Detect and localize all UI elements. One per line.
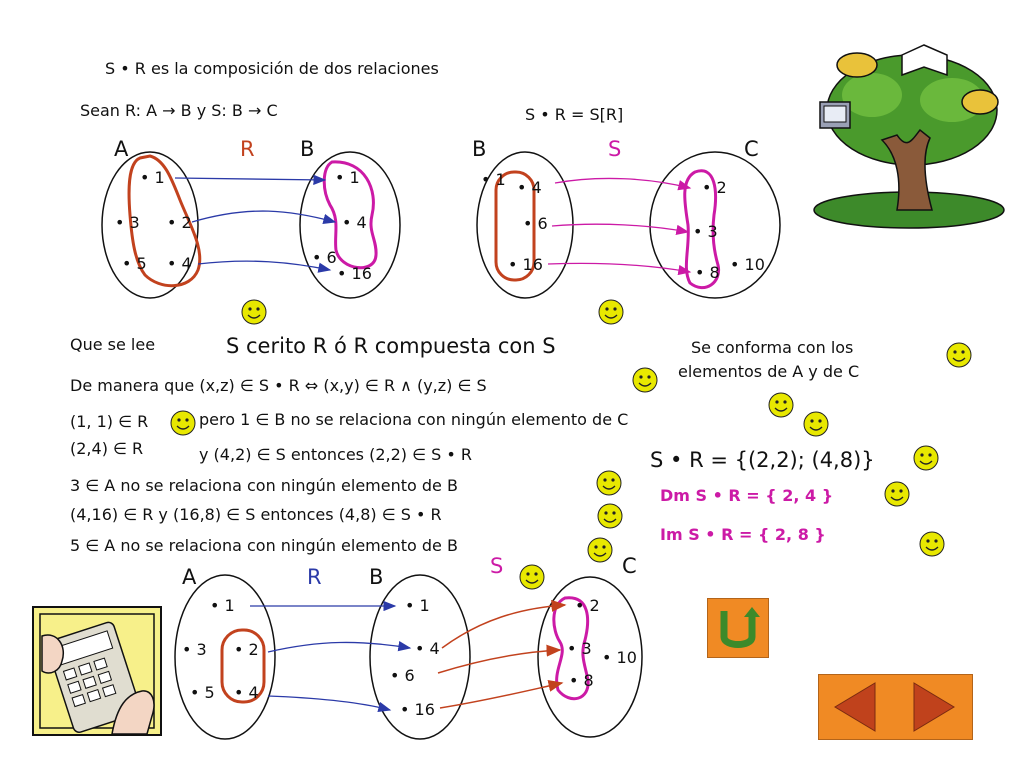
set-b2-label: B xyxy=(472,137,487,161)
calculator-clipart xyxy=(32,606,162,736)
element-a3-2: • 2 xyxy=(234,640,259,659)
element-b-1: • 1 xyxy=(335,168,360,187)
arrow-4-2 xyxy=(555,178,690,188)
set-a3-label: A xyxy=(182,565,197,589)
relations-definition: Sean R: A → B y S: B → C xyxy=(80,101,278,120)
arrow-b-2-4 xyxy=(268,642,410,652)
element-a-5: • 5 xyxy=(122,254,147,273)
element-b3-4: • 4 xyxy=(415,639,440,658)
arrow-16-8 xyxy=(548,263,690,272)
line-2-explanation: y (4,2) ∈ S entonces (2,2) ∈ S • R xyxy=(199,445,473,464)
element-a3-4: • 4 xyxy=(234,683,259,702)
line-5: 5 ∈ A no se relaciona con ningún elemento de B xyxy=(70,536,458,555)
domain-result: Dm S • R = { 2, 4 } xyxy=(660,486,834,505)
element-b3-16: • 16 xyxy=(400,700,435,719)
line-1-pair: (1, 1) ∈ R xyxy=(70,412,149,431)
relation-r-label: R xyxy=(240,137,255,161)
relation-r3-label: R xyxy=(307,565,322,589)
element-c3-8: • 8 xyxy=(569,671,594,690)
element-c-3: • 3 xyxy=(693,222,718,241)
arrow-b-6-3 xyxy=(438,650,560,673)
line-3: 3 ∈ A no se relaciona con ningún elemento de B xyxy=(70,476,458,495)
conformed-line-1: Se conforma con los xyxy=(691,338,854,357)
composition-definition: De manera que (x,z) ∈ S • R ⇔ (x,y) ∈ R ∧ (y,z) ∈ S xyxy=(70,376,487,395)
element-b2-1: • 1 xyxy=(481,170,506,189)
element-b2-6: • 6 xyxy=(523,214,548,233)
element-c3-3: • 3 xyxy=(567,639,592,658)
element-b3-6: • 6 xyxy=(390,666,415,685)
element-b2-16: • 16 xyxy=(508,255,543,274)
element-a-1: • 1 xyxy=(140,168,165,187)
element-b-4: • 4 xyxy=(342,213,367,232)
element-b3-1: • 1 xyxy=(405,596,430,615)
set-a-label: A xyxy=(114,137,129,161)
element-c3-2: • 2 xyxy=(575,596,600,615)
composition-title: S • R es la composición de dos relaciones xyxy=(105,59,439,78)
element-b-16: • 16 xyxy=(337,264,372,283)
next-icon xyxy=(896,675,972,739)
element-b-6: • 6 xyxy=(312,248,337,267)
set-c3-label: C xyxy=(622,554,637,578)
line-2-pair: (2,4) ∈ R xyxy=(70,439,144,458)
element-a-2: • 2 xyxy=(167,213,192,232)
next-button[interactable] xyxy=(896,675,972,739)
set-b-label: B xyxy=(300,137,315,161)
element-a-4: • 4 xyxy=(167,254,192,273)
navigation-bar xyxy=(818,674,973,740)
conformed-line-2: elementos de A y de C xyxy=(678,362,860,381)
element-c-2: • 2 xyxy=(702,178,727,197)
return-icon xyxy=(708,599,768,657)
image-result: Im S • R = { 2, 8 } xyxy=(660,525,826,544)
composition-result: S • R = {(2,2); (4,8)} xyxy=(650,448,875,472)
element-c-10: • 10 xyxy=(730,255,765,274)
line-4: (4,16) ∈ R y (16,8) ∈ S entonces (4,8) ∈ S • R xyxy=(70,505,442,524)
arrow-b-4-16 xyxy=(268,696,390,710)
relation-s-label: S xyxy=(608,137,622,161)
que-se-lee: Que se lee xyxy=(70,335,156,354)
element-a3-1: • 1 xyxy=(210,596,235,615)
arrow-1-1 xyxy=(175,178,325,180)
composition-notation: S • R = S[R] xyxy=(525,105,624,124)
prev-icon xyxy=(819,675,895,739)
element-b2-4: • 4 xyxy=(517,178,542,197)
previous-button[interactable] xyxy=(819,675,895,739)
element-a-3: • 3 xyxy=(115,213,140,232)
element-c-8: • 8 xyxy=(695,263,720,282)
return-button[interactable] xyxy=(707,598,769,658)
line-1-explanation: pero 1 ∈ B no se relaciona con ningún elemento de C xyxy=(199,410,629,429)
set-b3-label: B xyxy=(369,565,384,589)
relation-s3-label: S xyxy=(490,554,504,578)
element-c3-10: • 10 xyxy=(602,648,637,667)
reading-text: S cerito R ó R compuesta con S xyxy=(226,334,556,358)
tree-clipart xyxy=(812,40,1007,230)
arrow-2-4 xyxy=(192,211,335,222)
set-c-label: C xyxy=(744,137,759,161)
element-a3-5: • 5 xyxy=(190,683,215,702)
element-a3-3: • 3 xyxy=(182,640,207,659)
